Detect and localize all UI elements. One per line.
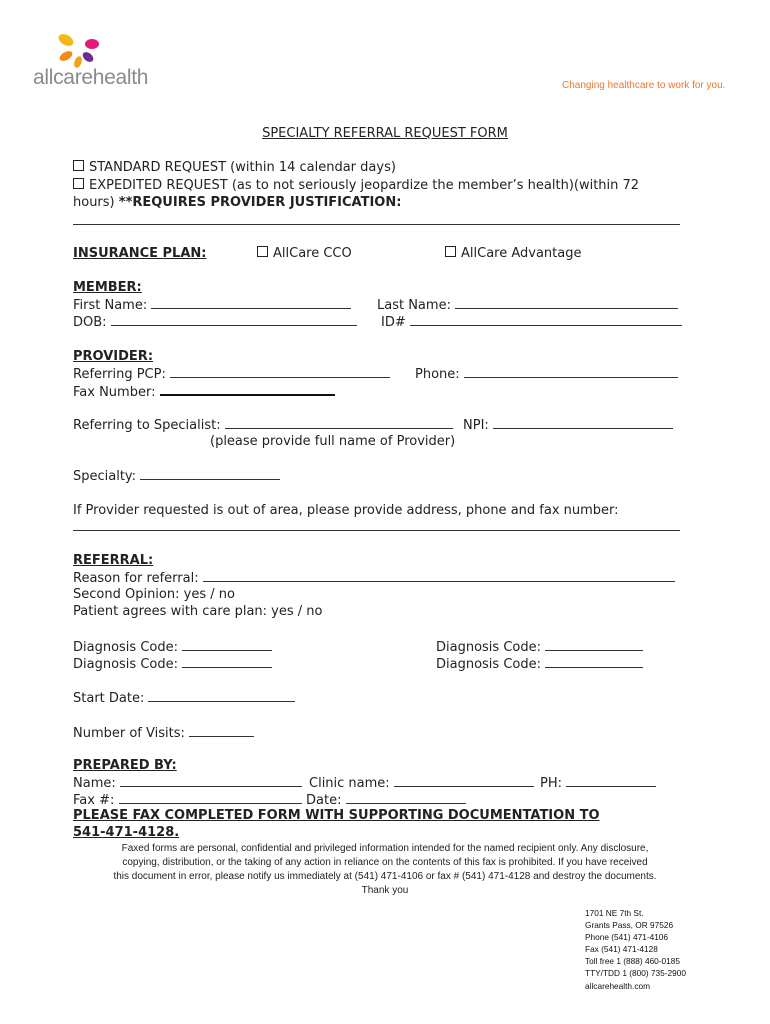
prepared-ph-input[interactable]: [566, 774, 656, 787]
address-tollfree: Toll free 1 (888) 460-0185: [585, 956, 681, 966]
allcare-advantage-checkbox[interactable]: [445, 246, 456, 257]
provider-justification-label: **REQUIRES PROVIDER JUSTIFICATION:: [118, 195, 402, 210]
first-name-field: [73, 296, 351, 314]
last-name-label: Last Name:: [377, 298, 451, 313]
expedited-request-row-2: [73, 194, 401, 211]
prepared-name-label: Name:: [73, 776, 116, 791]
address-tty: TTY/TDD 1 (800) 735-2900: [585, 968, 686, 978]
second-opinion-text: Second Opinion: yes / no: [73, 587, 235, 602]
justification-line[interactable]: [73, 224, 680, 225]
diagnosis-code-3-input[interactable]: [545, 638, 643, 651]
start-date-label: Start Date:: [73, 691, 145, 706]
diagnosis-code-2-field: [73, 655, 272, 673]
prepared-date-label: Date:: [306, 793, 342, 808]
form-title: SPECIALTY REFERRAL REQUEST FORM: [262, 126, 508, 141]
fax-instruction-line1: PLEASE FAX COMPLETED FORM WITH SUPPORTING DOCUMENTATION TO: [73, 808, 600, 823]
fax-instruction-line2: 541-471-4128.: [73, 825, 180, 840]
diagnosis-code-2-input[interactable]: [182, 655, 272, 668]
specialty-label: Specialty:: [73, 469, 137, 484]
allcare-advantage-label: AllCare Advantage: [461, 246, 582, 261]
diagnosis-code-1-field: [73, 638, 272, 656]
expedited-hours-text: hours): [73, 195, 119, 210]
first-name-label: First Name:: [73, 298, 148, 313]
referring-pcp-input[interactable]: [170, 365, 390, 378]
allcare-advantage-option: [445, 245, 581, 262]
address-street: 1701 NE 7th St.: [585, 908, 644, 918]
confidentiality-notice-line4: Thank you: [361, 885, 409, 896]
provider-fax-label: Fax Number:: [73, 385, 156, 400]
referral-heading: REFERRAL:: [73, 553, 154, 568]
provider-phone-input[interactable]: [464, 365, 678, 378]
specialist-note: (please provide full name of Provider): [210, 434, 456, 449]
specialist-label: Referring to Specialist:: [73, 418, 221, 433]
diagnosis-code-1-input[interactable]: [182, 638, 272, 651]
address-phone: Phone (541) 471-4106: [585, 932, 669, 942]
member-id-label: ID#: [381, 315, 406, 330]
first-name-input[interactable]: [151, 296, 351, 309]
standard-request-checkbox[interactable]: [73, 160, 84, 171]
clinic-name-input[interactable]: [394, 774, 534, 787]
prepared-name-field: [73, 774, 302, 792]
prepared-date-input[interactable]: [346, 791, 466, 804]
prepared-fax-label: Fax #:: [73, 793, 115, 808]
npi-input[interactable]: [493, 416, 673, 429]
specialist-field: [73, 416, 453, 434]
start-date-input[interactable]: [148, 689, 295, 702]
prepared-ph-label: PH:: [540, 776, 562, 791]
provider-fax-input[interactable]: [160, 382, 335, 396]
provider-heading: PROVIDER:: [73, 349, 154, 364]
visits-label: Number of Visits:: [73, 726, 185, 741]
reason-label: Reason for referral:: [73, 571, 199, 586]
reason-field: [73, 569, 675, 587]
member-heading: MEMBER:: [73, 280, 142, 295]
visits-input[interactable]: [189, 724, 254, 737]
address-city: Grants Pass, OR 97526: [585, 920, 674, 930]
diagnosis-code-4-label: Diagnosis Code:: [436, 657, 541, 672]
confidentiality-notice-line2: copying, distribution, or the taking of any action in reliance on the contents of this fax is prohibited. If you have received: [122, 857, 648, 868]
expedited-request-label: EXPEDITED REQUEST (as to not seriously jeopardize the member’s health)(within 72: [89, 178, 640, 193]
specialty-field: [73, 467, 280, 485]
allcare-cco-checkbox[interactable]: [257, 246, 268, 257]
member-id-field: [381, 313, 682, 331]
prepared-ph-field: [540, 774, 656, 792]
address-website: allcarehealth.com: [585, 981, 651, 991]
npi-field: [463, 416, 673, 434]
referring-pcp-label: Referring PCP:: [73, 367, 166, 382]
expedited-request-checkbox[interactable]: [73, 178, 84, 189]
dob-input[interactable]: [111, 313, 357, 326]
diagnosis-code-3-label: Diagnosis Code:: [436, 640, 541, 655]
address-fax: Fax (541) 471-4128: [585, 944, 658, 954]
clinic-name-field: [309, 774, 534, 792]
prepared-fax-field: [73, 791, 302, 809]
standard-request-row: [73, 159, 396, 176]
care-plan-text: Patient agrees with care plan: yes / no: [73, 604, 323, 619]
visits-field: [73, 724, 254, 742]
prepared-fax-input[interactable]: [119, 791, 302, 804]
insurance-plan-heading: INSURANCE PLAN:: [73, 246, 207, 261]
prepared-date-field: [306, 791, 466, 809]
diagnosis-code-1-label: Diagnosis Code:: [73, 640, 178, 655]
confidentiality-notice-line3: this document in error, please notify us immediately at (541) 471-4106 or fax # (541) 471-4128 and destroy the documents.: [113, 871, 657, 882]
provider-phone-field: [415, 365, 678, 383]
specialist-input[interactable]: [225, 416, 453, 429]
diagnosis-code-4-field: [436, 655, 643, 673]
prepared-by-heading: PREPARED BY:: [73, 758, 177, 773]
expedited-request-row: [73, 177, 639, 194]
diagnosis-code-3-field: [436, 638, 643, 656]
provider-phone-label: Phone:: [415, 367, 460, 382]
diagnosis-code-4-input[interactable]: [545, 655, 643, 668]
allcare-cco-option: [257, 245, 352, 262]
provider-fax-field: [73, 382, 335, 401]
dob-field: [73, 313, 357, 331]
prepared-name-input[interactable]: [120, 774, 302, 787]
diagnosis-code-2-label: Diagnosis Code:: [73, 657, 178, 672]
allcare-cco-label: AllCare CCO: [273, 246, 352, 261]
out-of-area-line[interactable]: [73, 530, 680, 531]
logo-wordmark: allcarehealth: [33, 66, 149, 89]
referring-pcp-field: [73, 365, 390, 383]
last-name-field: [377, 296, 678, 314]
dob-label: DOB:: [73, 315, 107, 330]
reason-input[interactable]: [203, 569, 675, 582]
confidentiality-notice-line1: Faxed forms are personal, confidential and privileged information intended for the named recipient only. Any disclosure,: [121, 843, 649, 854]
member-id-input[interactable]: [410, 313, 682, 326]
start-date-field: [73, 689, 295, 707]
npi-label: NPI:: [463, 418, 489, 433]
out-of-area-text: If Provider requested is out of area, please provide address, phone and fax number:: [73, 503, 619, 518]
tagline: Changing healthcare to work for you.: [562, 80, 726, 91]
last-name-input[interactable]: [455, 296, 678, 309]
standard-request-label: STANDARD REQUEST (within 14 calendar days): [89, 160, 396, 175]
clinic-name-label: Clinic name:: [309, 776, 390, 791]
specialty-input[interactable]: [140, 467, 280, 480]
